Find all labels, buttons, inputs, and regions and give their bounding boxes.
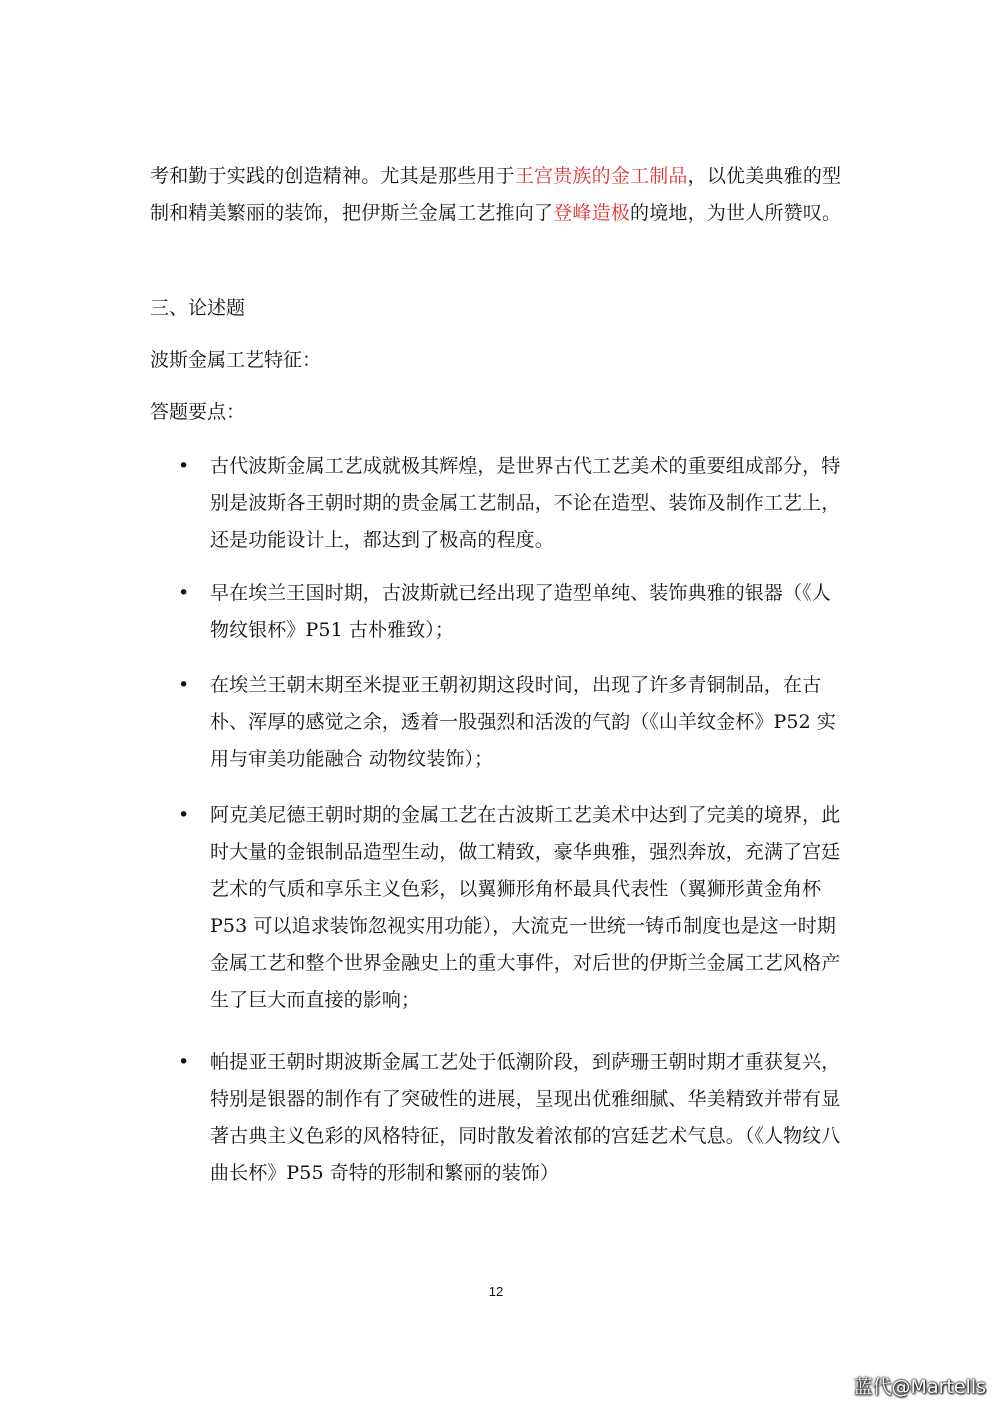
bullet-icon: • [178,582,190,604]
bullet-icon: • [178,674,190,696]
page-number: 12 [488,1284,504,1299]
intro-paragraph [150,158,850,232]
bullet-text: 古代波斯金属工艺成就极其辉煌，是世界古代工艺美术的重要组成部分，特别是波斯各王朝时期的贵金属工艺制品，不论在造型、装饰及制作工艺上，还是功能设计上，都达到了极高的程度。 [210,455,841,551]
answer-label: 答题要点： [150,401,246,423]
bullet-text: 帕提亚王朝时期波斯金属工艺处于低潮阶段，到萨珊王朝时期才重获复兴，特别是银器的制作有了突破性的进展，呈现出优雅细腻、华美精致并带有显著古典主义色彩的风格特征，同时散发着浓郁的宫廷艺术气息。（《人物纹八曲长杯》P55 奇特的形制和繁丽的装饰） [210,1051,841,1184]
bullet-text: 在埃兰王朝末期至米提亚王朝初期这段时间，出现了许多青铜制品，在古朴、浑厚的感觉之余，透着一股强烈和活泼的气韵（《山羊纹金杯》P52 实用与审美功能融合 动物纹装饰）； [210,674,837,770]
bullet-text: 早在埃兰王国时期，古波斯就已经出现了造型单纯、装饰典雅的银器（《人物纹银杯》P51 古朴雅致）； [210,582,831,641]
bullet-icon: • [178,455,190,477]
highlight-royal-metalwork: 王宫贵族的金工制品 [514,165,688,187]
intro-text-end: 的境地，为世人所赞叹。 [630,202,842,224]
question-title: 波斯金属工艺特征： [150,349,322,371]
bullet-text: 阿克美尼德王朝时期的金属工艺在古波斯工艺美术中达到了完美的境界，此时大量的金银制品造型生动，做工精致，豪华典雅，强烈奔放，充满了宫廷艺术的气质和享乐主义色彩，以翼狮形角杯最具代表性（翼狮形黄金角杯 P53 可以追求装饰忽视实用功能），大流克一世统一铸币制度也是这一时期金属工艺和整个世界金融史上的重大事件，对后世的伊斯兰金属工艺风格产生了巨大而直接的影响； [210,804,841,1011]
intro-text-start: 考和勤于实践的创造精神。尤其是那些用于 [150,165,515,187]
bullet-icon: • [178,1051,190,1073]
bullet-icon: • [178,804,190,826]
watermark: 蓝代@Martells [853,1376,986,1398]
intro-text-middle: ，以优美典雅的型制和精美繁丽的装饰，把伊斯兰金属工艺推向了 [150,165,842,224]
section-heading: 三、论述题 [150,297,246,319]
highlight-peak: 登峰造极 [553,202,631,224]
